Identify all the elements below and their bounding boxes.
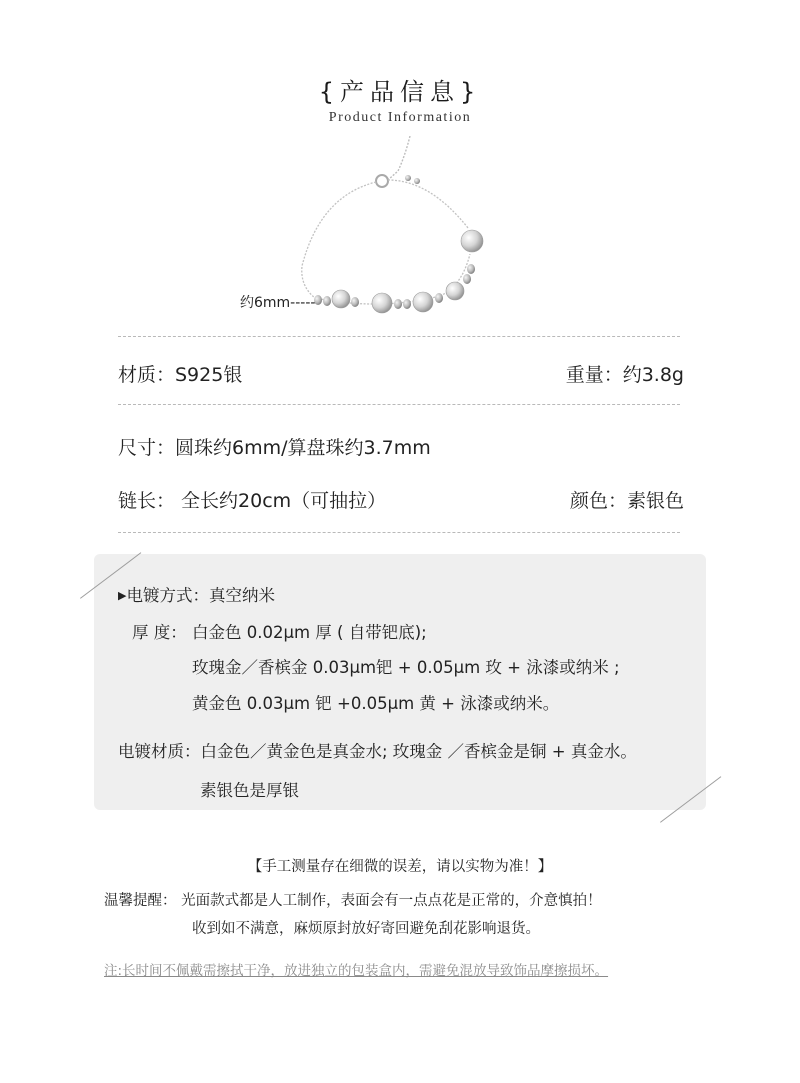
thickness-line-2: 玫瑰金／香槟金 0.03μm钯 + 0.05μm 玫 + 泳漆或纳米 ;: [192, 658, 620, 677]
round-bead: [446, 282, 464, 300]
page-subtitle: Product Information: [328, 110, 472, 125]
plating-method: [118, 582, 275, 606]
extender-chain: [388, 136, 410, 180]
round-bead: [413, 292, 433, 312]
measurement-notice: 【手工测量存在细微的误差，请以实物为准！】: [247, 859, 553, 875]
triangle-icon: ▶: [118, 589, 127, 602]
plating-material-line-1: 电镀材质：白金色／黄金色是真金水; 玫瑰金 ／香槟金是铜 + 真金水。: [118, 742, 637, 761]
round-bead: [461, 230, 483, 252]
spec-weight: 重量：约3.8g: [565, 364, 684, 386]
thickness-line-1: 白金色 0.02μm 厚 ( 自带钯底);: [192, 623, 427, 642]
care-note: 注:长时间不佩戴需擦拭干净，放进独立的包装盒内，需避免混放导致饰品摩擦损坏。: [104, 963, 609, 979]
divider: [118, 336, 680, 337]
spec-material: 材质：S925银: [118, 364, 243, 386]
plating-method-text: 电镀方式：真空纳米: [126, 586, 275, 605]
chain-left: [302, 182, 376, 298]
thickness-label: 厚 度：: [132, 623, 187, 642]
bracelet-image: [290, 136, 530, 326]
divider: [118, 532, 680, 533]
reminder-line-1: 温馨提醒： 光面款式都是人工制作，表面会有一点点花是正常的，介意慎拍！: [104, 893, 602, 909]
chain-right-top: [388, 180, 468, 228]
plating-material-line-2: 素银色是厚银: [200, 781, 299, 800]
divider: [118, 404, 680, 405]
round-bead: [332, 290, 350, 308]
reminder-line-2: 收到如不满意，麻烦原封放好寄回避免刮花影响退货。: [192, 921, 540, 937]
clasp: [376, 175, 388, 187]
bead-size-label: 约6mm-----: [240, 295, 316, 311]
spec-color: 颜色：素银色: [569, 490, 684, 512]
thickness-line-3: 黄金色 0.03μm 钯 +0.05μm 黄 + 泳漆或纳米。: [192, 694, 560, 713]
round-bead: [372, 293, 392, 313]
page-title: {产品信息}: [318, 78, 482, 106]
spec-size: 尺寸：圆珠约6mm/算盘珠约3.7mm: [118, 437, 431, 459]
spec-chain-length: 链长： 全长约20cm（可抽拉）: [118, 490, 387, 512]
